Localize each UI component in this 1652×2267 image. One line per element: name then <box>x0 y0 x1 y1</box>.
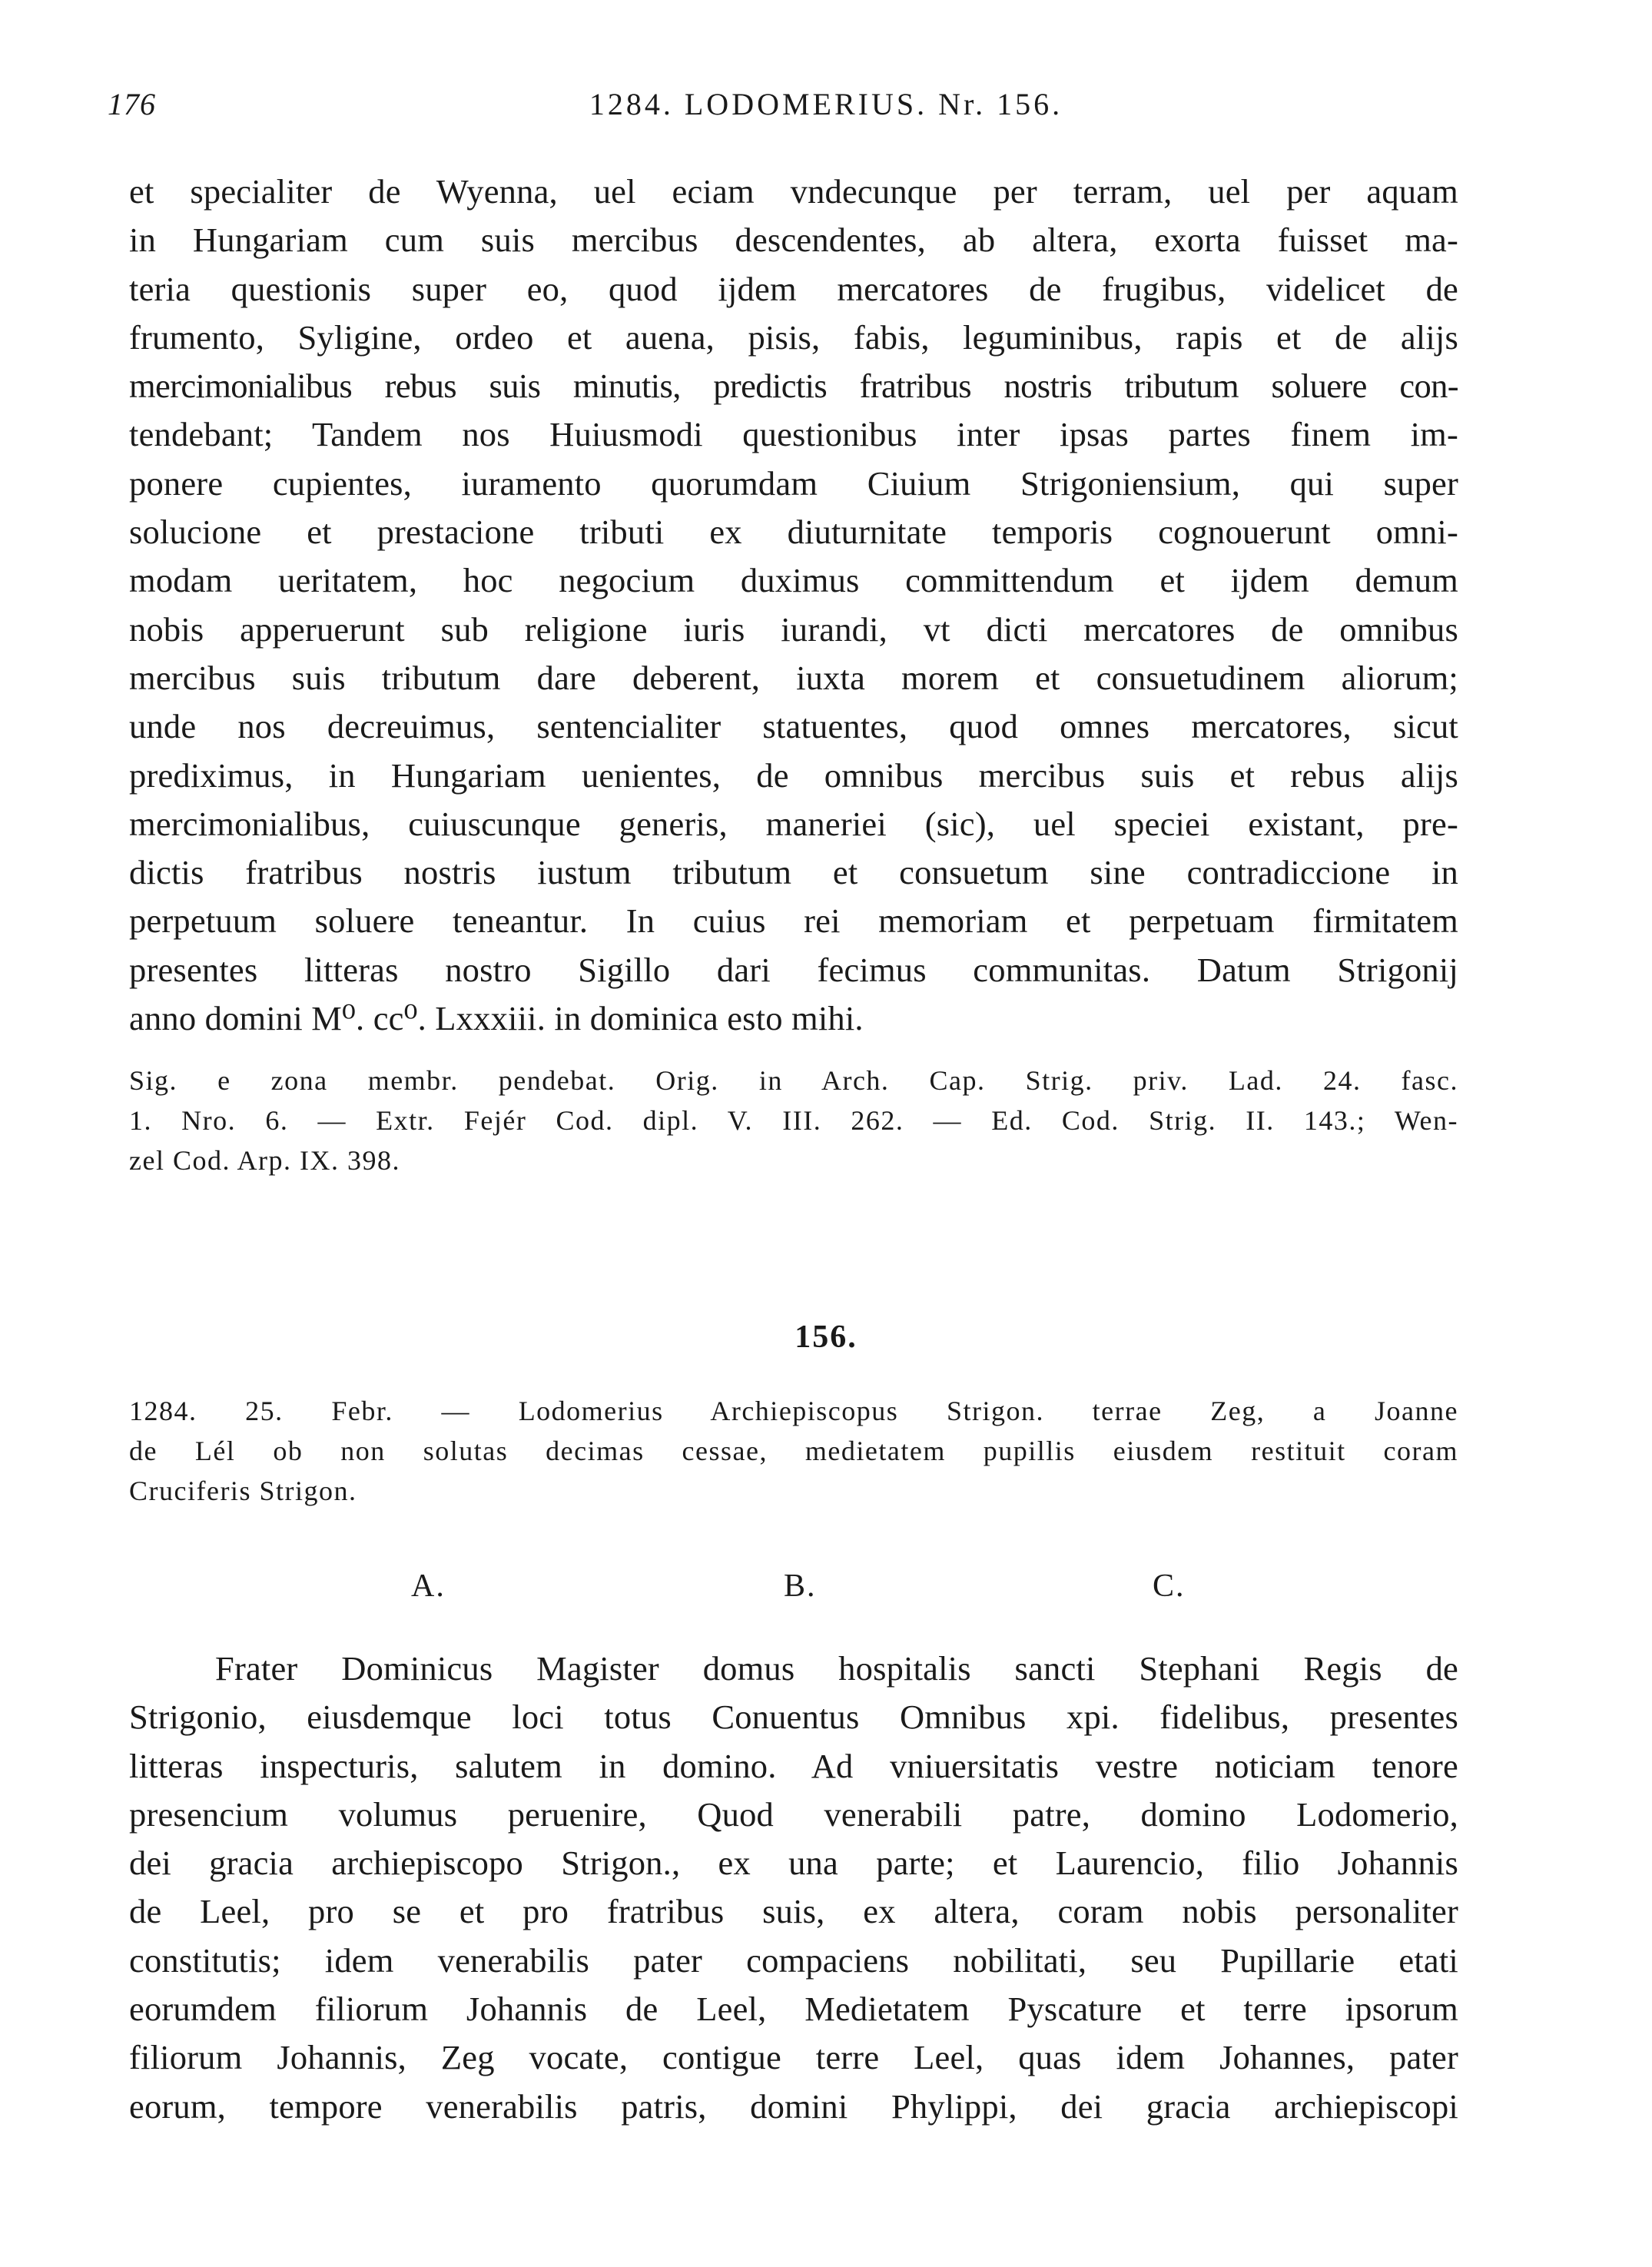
text-line: presentes litteras nostro Sigillo dari fecimus communitas. Datum Strigonij <box>129 950 1458 989</box>
text-line: anno domini M⁰. cc⁰. Lxxxiii. in dominica esto mihi. <box>129 999 864 1038</box>
document-number: 156. <box>794 1319 858 1355</box>
text-line: mercibus suis tributum dare deberent, iuxta morem et consuetudinem aliorum; <box>129 658 1458 697</box>
text-line: litteras inspecturis, salutem in domino. Ad vniuersitatis vestre noticiam tenore <box>129 1746 1458 1785</box>
text-line: et specialiter de Wyenna, uel eciam vndecunque per terram, uel per aquam <box>129 172 1458 211</box>
regest-line: 1284. 25. Febr. — Lodomerius Archiepiscopus Strigon. terrae Zeg, a Joanne <box>129 1396 1458 1426</box>
regest-summary <box>129 1391 1458 1511</box>
manuscript-a: A. <box>411 1568 446 1604</box>
text-line: teria questionis super eo, quod ijdem mercatores de frugibus, videlicet de <box>129 269 1458 308</box>
text-line: dictis fratribus nostris iustum tributum et consuetum sine contradiccione in <box>129 853 1458 892</box>
text-line: eorumdem filiorum Johannis de Leel, Medietatem Pyscature et terre ipsorum <box>129 1990 1458 2029</box>
text-line: Strigonio, eiusdemque loci totus Conuentus Omnibus xpi. fidelibus, presentes <box>129 1698 1458 1737</box>
text-line: eorum, tempore venerabilis patris, domini Phylippi, dei gracia archiepiscopi <box>129 2086 1458 2126</box>
text-line: frumento, Syligine, ordeo et auena, pisis, fabis, leguminibus, rapis et de alijs <box>129 317 1458 357</box>
text-line: presencium volumus peruenire, Quod venerabili patre, domino Lodomerio, <box>129 1794 1458 1834</box>
text-line: unde nos decreuimus, sentencialiter statuentes, quod omnes mercatores, sicut <box>129 707 1458 746</box>
note-line: 1. Nro. 6. — Extr. Fejér Cod. dipl. V. III. 262. — Ed. Cod. Strig. II. 143.; Wen- <box>129 1105 1458 1136</box>
manuscript-b: B. <box>784 1568 817 1604</box>
regest-line: de Lél ob non solutas decimas cessae, medietatem pupillis eiusdem restituit coram <box>129 1436 1458 1466</box>
running-head: 1284. LODOMERIUS. Nr. 156. <box>589 87 1063 121</box>
text-line: de Leel, pro se et pro fratribus suis, ex altera, coram nobis personaliter <box>129 1892 1458 1931</box>
text-line: solucione et prestacione tributi ex diuturnitate temporis cognouerunt omni- <box>129 513 1458 552</box>
note-line: zel Cod. Arp. IX. 398. <box>129 1145 400 1176</box>
text-line: mercimonialibus rebus suis minutis, predictis fratribus nostris tributum soluere con- <box>129 367 1458 406</box>
text-line: constitutis; idem venerabilis pater compaciens nobilitati, seu Pupillarie etati <box>129 1940 1458 1980</box>
regest-line: Cruciferis Strigon. <box>129 1475 357 1506</box>
manuscript-sigla <box>0 1568 1652 1614</box>
manuscript-c: C. <box>1153 1568 1186 1604</box>
note-line: Sig. e zona membr. pendebat. Orig. in Arch. Cap. Strig. priv. Lad. 24. fasc. <box>129 1065 1458 1096</box>
text-line: perpetuum soluere teneantur. In cuius rei memoriam et perpetuam firmitatem <box>129 901 1458 941</box>
text-line: Frater Dominicus Magister domus hospitalis sancti Stephani Regis de <box>215 1649 1458 1688</box>
text-line: modam ueritatem, hoc negocium duximus committendum et ijdem demum <box>129 561 1458 600</box>
page-number: 176 <box>108 87 156 121</box>
charter-text-continuation <box>129 168 1458 1043</box>
sources-note <box>129 1060 1458 1180</box>
text-line: ponere cupientes, iuramento quorumdam Ciuium Strigoniensium, qui super <box>129 463 1458 503</box>
text-line: filiorum Johannis, Zeg vocate, contigue terre Leel, quas idem Johannes, pater <box>129 2038 1458 2077</box>
text-line: nobis apperuerunt sub religione iuris iurandi, vt dicti mercatores de omnibus <box>129 609 1458 649</box>
text-line: dei gracia archiepiscopo Strigon., ex una parte; et Laurencio, filio Johannis <box>129 1844 1458 1883</box>
text-line: mercimonialibus, cuiuscunque generis, maneriei (sic), uel speciei existant, pre- <box>129 804 1458 843</box>
page-header <box>108 86 1544 132</box>
charter-text-156 <box>129 1645 1458 2131</box>
text-line: in Hungariam cum suis mercibus descendentes, ab altera, exorta fuisset ma- <box>129 221 1458 260</box>
text-line: prediximus, in Hungariam uenientes, de omnibus mercibus suis et rebus alijs <box>129 755 1458 795</box>
text-line: tendebant; Tandem nos Huiusmodi questionibus inter ipsas partes finem im- <box>129 415 1458 454</box>
